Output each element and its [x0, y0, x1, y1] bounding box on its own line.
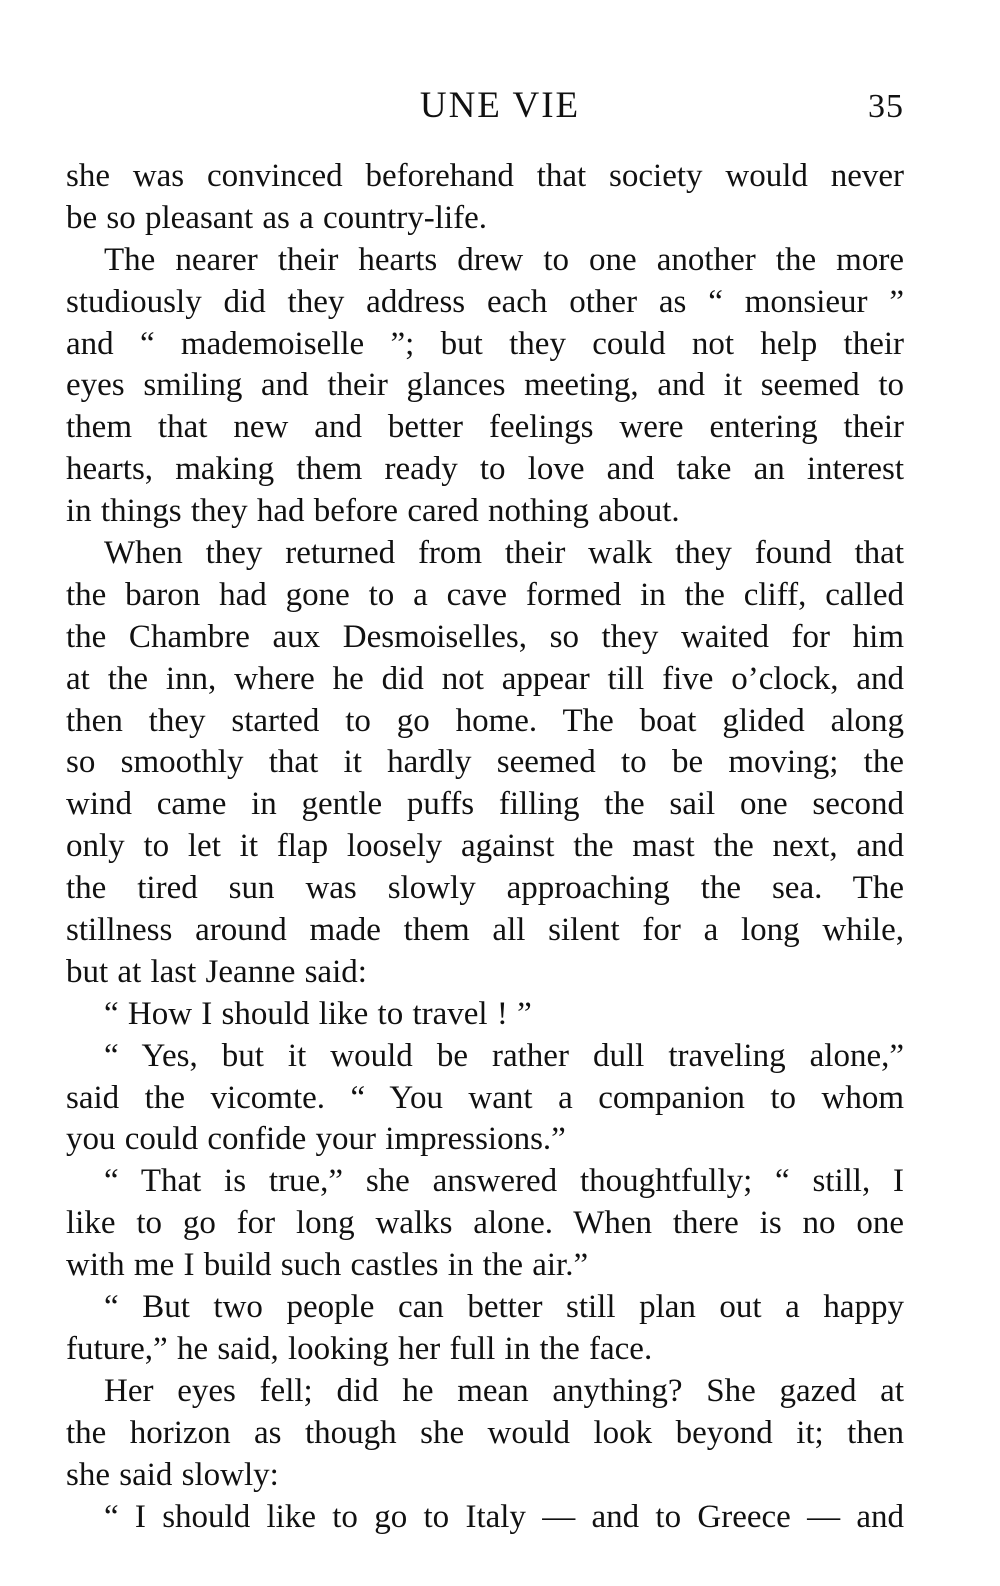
running-head [0, 84, 1000, 132]
body-text [66, 156, 904, 1538]
text-line: wind came in gentle puffs filling the sail one second [66, 786, 904, 823]
text-line: be so pleasant as a country-life. [66, 199, 488, 236]
text-line: you could confide your impressions.” [66, 1121, 566, 1158]
text-line: stillness around made them all silent for a long while, [66, 912, 904, 949]
running-title: UNE VIE [419, 85, 581, 126]
text-line: future,” he said, looking her full in the face. [66, 1330, 653, 1367]
text-line: “ I should like to go to Italy — and to Greece — and [104, 1498, 904, 1535]
text-line: studiously did they address each other as “ monsieur ” [66, 283, 904, 320]
text-line: but at last Jeanne said: [66, 953, 367, 990]
text-line: the baron had gone to a cave formed in the cliff, called [66, 576, 904, 613]
text-line: only to let it flap loosely against the mast the next, and [66, 828, 904, 865]
text-line: hearts, making them ready to love and take an interest [66, 451, 904, 488]
text-line: said the vicomte. “ You want a companion to whom [66, 1079, 904, 1116]
text-line: Her eyes fell; did he mean anything? She gazed at [104, 1372, 904, 1409]
text-line: The nearer their hearts drew to one another the more [104, 241, 904, 278]
text-line: “ That is true,” she answered thoughtfully; “ still, I [104, 1163, 904, 1200]
text-line: them that new and better feelings were entering their [66, 409, 904, 446]
text-line: and “ mademoiselle ”; but they could not help their [66, 325, 904, 362]
text-line: “ But two people can better still plan out a happy [104, 1289, 904, 1326]
text-line: she was convinced beforehand that society would never [66, 158, 904, 194]
text-line: she said slowly: [66, 1456, 279, 1493]
text-line: the Chambre aux Desmoiselles, so they waited for him [66, 618, 904, 655]
text-line: the horizon as though she would look beyond it; then [66, 1414, 904, 1451]
text-line: with me I build such castles in the air.” [66, 1247, 589, 1284]
text-line: “ How I should like to travel ! ” [104, 995, 532, 1032]
text-line: “ Yes, but it would be rather dull traveling alone,” [104, 1037, 904, 1074]
text-line: eyes smiling and their glances meeting, and it seemed to [66, 367, 904, 404]
text-line: at the inn, where he did not appear till five o’clock, and [66, 660, 904, 697]
text-line: then they started to go home. The boat glided along [66, 702, 904, 739]
text-line: When they returned from their walk they found that [104, 535, 904, 572]
text-line: in things they had before cared nothing about. [66, 493, 680, 530]
text-line: so smoothly that it hardly seemed to be moving; the [66, 744, 904, 781]
text-line: like to go for long walks alone. When there is no one [66, 1205, 904, 1242]
text-line: the tired sun was slowly approaching the sea. The [66, 870, 904, 907]
page-number: 35 [868, 88, 904, 125]
